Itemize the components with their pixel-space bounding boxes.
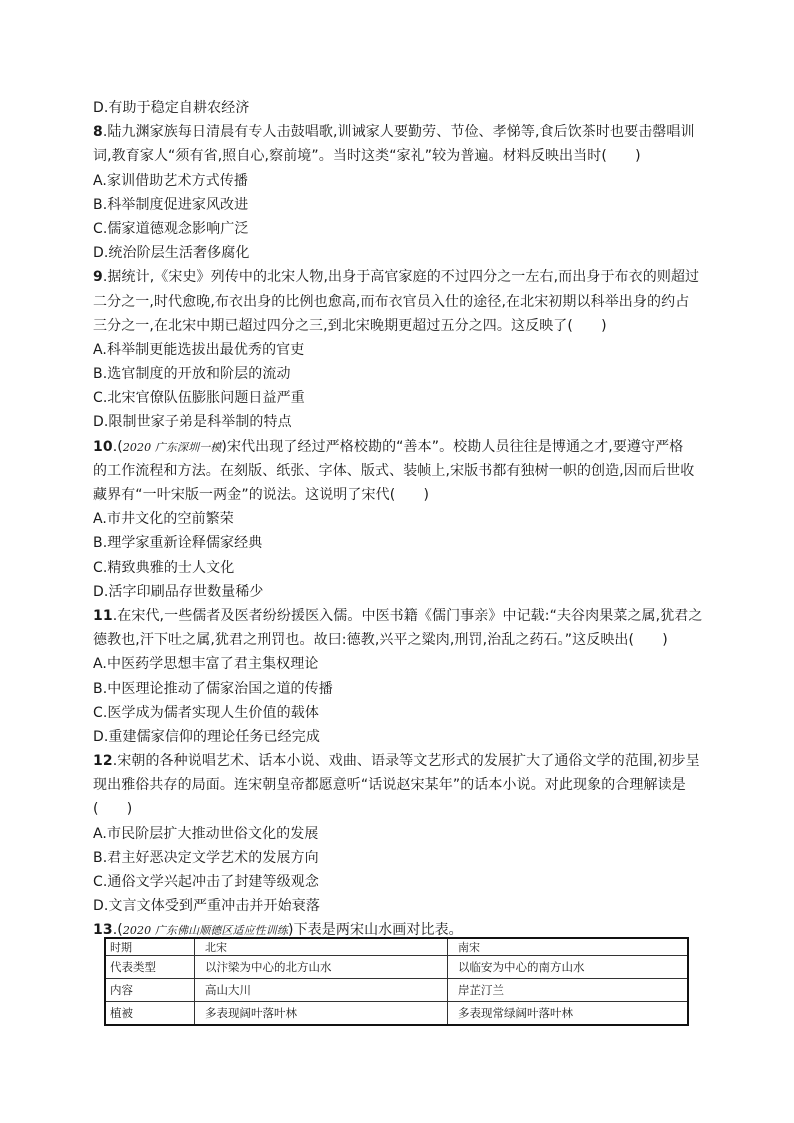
q12-option-d: D.文言文体受到严重冲击并开始衰落 <box>93 898 320 915</box>
table-header-cell: 北宋 <box>195 938 448 956</box>
q7-option-d: D.有助于稳定自耕农经济 <box>93 100 250 116</box>
table-header-row <box>105 938 688 956</box>
q9-option-d: D.限制世家子弟是科举制的特点 <box>93 414 292 431</box>
q8-stem-line1 <box>93 120 693 144</box>
question-list <box>93 96 703 943</box>
q10-option-d: D.活字印刷品存世数量稀少 <box>93 583 264 600</box>
table-cell: 多表现阔叶落叶林 <box>195 1002 448 1026</box>
table-header-cell: 时期 <box>105 938 195 956</box>
q9-option-a: A.科举制更能选拔出最优秀的官吏 <box>93 341 305 358</box>
table-cell: 代表类型 <box>105 956 195 979</box>
q10-stem-line3: 藏界有“一叶宋版一两金”的说法。这说明了宋代( ) <box>93 487 430 503</box>
table-header-cell: 南宋 <box>448 938 689 956</box>
q10-number: 10 <box>93 438 113 455</box>
q10-option-c: C.精致典雅的士人文化 <box>93 559 235 576</box>
q10-stem-open: .( <box>112 438 123 455</box>
q9-number: 9 <box>93 269 103 286</box>
q11-stem-line1 <box>93 604 703 628</box>
q10-option-a: A.市井文化的空前繁荣 <box>93 511 234 528</box>
q10-source: 2020 广东深圳一模 <box>122 440 222 454</box>
q9-option-c: C.北宋官僚队伍膨胀问题日益严重 <box>93 390 305 407</box>
q11-option-b: B.中医理论推动了儒家治国之道的传播 <box>93 680 333 697</box>
q9-stem-line2: 二分之一,时代愈晚,布衣出身的比例也愈高,而布衣官员入仕的途径,在北宋初期以科举出身的约占 <box>93 293 690 310</box>
q10-stem-text1: )宋代出现了经过严格校勘的“善本”。校勘人员往往是博通之才,要遵守严格 <box>221 438 684 455</box>
q12-stem-text1: .宋朝的各种说唱艺术、话本小说、戏曲、语录等文艺形式的发展扩大了通俗文学的范围,初步呈 <box>112 753 700 770</box>
q13-number: 13 <box>93 922 113 939</box>
q11-number: 11 <box>93 607 113 624</box>
q11-stem-line2: 德教也,汗下吐之属,犹君之刑罚也。故曰:德教,兴平之粱肉,刑罚,治乱之药石。”这反映出( ) <box>93 632 668 649</box>
q12-option-b: B.君主好恶决定文学艺术的发展方向 <box>93 849 319 866</box>
comparison-table <box>104 937 689 1026</box>
table-row <box>105 1002 688 1026</box>
table-cell: 高山大川 <box>195 979 448 1002</box>
q9-stem-text1: .据统计,《宋史》列传中的北宋人物,出身于高官家庭的不过四分之一左右,而出身于布衣的则超过 <box>102 269 700 286</box>
q9-option-b: B.选官制度的开放和阶层的流动 <box>93 366 291 383</box>
q8-option-c: C.儒家道德观念影响广泛 <box>93 220 249 237</box>
table-cell: 多表现常绿阔叶落叶林 <box>448 1002 689 1026</box>
table-cell: 植被 <box>105 1002 195 1026</box>
q13-stem-text: )下表是两宋山水画对比表。 <box>288 922 463 939</box>
q8-stem-line2: 词,教育家人“须有省,照自心,察前境”。当时这类“家礼”较为普遍。材料反映出当时( ) <box>93 148 641 165</box>
q12-option-a: A.市民阶层扩大推动世俗文化的发展 <box>93 825 319 842</box>
q12-number: 12 <box>93 753 113 770</box>
q11-option-a: A.中医药学思想丰富了君主集权理论 <box>93 656 319 673</box>
q11-option-d: D.重建儒家信仰的理论任务已经完成 <box>93 728 320 745</box>
q8-option-b: B.科举制度促进家风改进 <box>93 196 249 213</box>
table-cell: 内容 <box>105 979 195 1002</box>
q13-stem-open: .( <box>112 922 123 939</box>
q12-stem-line3: ( ) <box>93 801 133 818</box>
q9-stem-line1 <box>93 265 700 289</box>
q12-stem-line1 <box>93 749 700 773</box>
table-cell: 以临安为中心的南方山水 <box>448 956 689 979</box>
q11-option-c: C.医学成为儒者实现人生价值的载体 <box>93 704 319 721</box>
table-cell: 以汴梁为中心的北方山水 <box>195 956 448 979</box>
table-cell: 岸芷汀兰 <box>448 979 689 1002</box>
q12-stem-line2: 现出雅俗共存的局面。连宋朝皇帝都愿意听“话说赵宋某年”的话本小说。对此现象的合理解读是 <box>93 777 686 794</box>
table-row <box>105 956 688 979</box>
q8-stem-text1: .陆九渊家族每日清晨有专人击鼓唱歌,训诫家人要勤劳、节俭、孝悌等,食后饮茶时也要击罄唱训 <box>102 124 695 141</box>
q13-source: 2020 广东佛山顺德区适应性训练 <box>122 924 289 938</box>
q10-stem-line2: 的工作流程和方法。在刻版、纸张、字体、版式、装帧上,宋版书都有独树一帜的创造,因而后世收 <box>93 462 695 479</box>
q8-option-a: A.家训借助艺术方式传播 <box>93 172 248 189</box>
q11-stem-text1: .在宋代,一些儒者及医者纷纷援医入儒。中医书籍《儒门事亲》中记载:“夫谷肉果菜之属,犹君之 <box>112 607 703 624</box>
table-row <box>105 979 688 1002</box>
q10-option-b: B.理学家重新诠释儒家经典 <box>93 535 263 552</box>
q12-option-c: C.通俗文学兴起冲击了封建等级观念 <box>93 874 319 890</box>
q9-stem-line3: 三分之一,在北宋中期已超过四分之三,到北宋晚期更超过五分之四。这反映了( ) <box>93 317 607 334</box>
q10-stem-line1 <box>93 435 693 459</box>
q8-option-d: D.统治阶层生活奢侈腐化 <box>93 245 250 262</box>
q8-number: 8 <box>93 124 103 141</box>
